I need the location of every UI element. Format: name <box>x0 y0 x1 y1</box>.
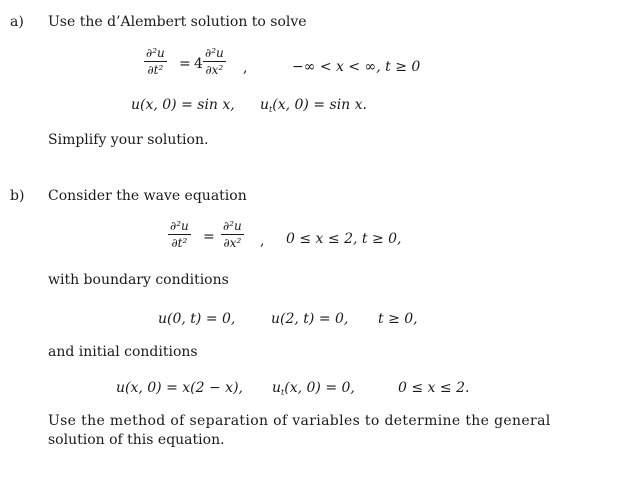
part-a-lhs-num: ∂²u <box>146 46 165 60</box>
part-a-rhs-fraction <box>203 47 226 76</box>
part-a-domain: −∞ < x < ∞, t ≥ 0 <box>292 59 421 75</box>
part-b-lhs-fraction <box>168 220 191 249</box>
part-b-rhs-num: ∂²u <box>223 219 242 233</box>
part-b-ic-intro: and initial conditions <box>48 344 198 360</box>
part-b-ic1: u(x, 0) = x(2 − x), <box>116 380 243 396</box>
part-a-coef: 4 <box>194 56 203 72</box>
part-a-trail: , <box>243 60 248 76</box>
part-b-lhs-den: ∂t² <box>171 236 188 250</box>
part-a-ic2: $u_t(x$, 0) = sin x. <box>260 97 367 114</box>
part-a-rhs-den: ∂x² <box>205 63 224 77</box>
part-a-ic1: u(x, 0) = sin x, <box>131 97 235 113</box>
part-b-domain: 0 ≤ x ≤ 2, t ≥ 0, <box>286 231 402 247</box>
part-b-bc1: u(0, t) = 0, <box>158 311 236 327</box>
part-b-bc-intro: with boundary conditions <box>48 272 229 288</box>
part-a-rhs-num: ∂²u <box>205 46 224 60</box>
part-b-lhs-num: ∂²u <box>170 219 189 233</box>
part-b-eq-sign: = <box>203 229 215 245</box>
part-b-ic3: 0 ≤ x ≤ 2. <box>398 380 470 396</box>
part-a-lhs-den: ∂t² <box>147 63 164 77</box>
part-b-rhs-fraction <box>221 220 244 249</box>
part-a-eq-sign: = <box>179 56 191 72</box>
part-a-outro: Simplify your solution. <box>48 132 209 148</box>
part-b-rhs-den: ∂x² <box>223 236 242 250</box>
part-b-intro: Consider the wave equation <box>48 188 247 204</box>
part-a-intro: Use the d’Alembert solution to solve <box>48 14 307 30</box>
part-b-label: b) <box>10 188 25 204</box>
part-b-bc3: t ≥ 0, <box>378 311 418 327</box>
part-b-outro-line1: Use the method of separation of variables to determine the general <box>48 413 551 429</box>
part-b-outro-line2: solution of this equation. <box>48 432 225 448</box>
part-a-lhs-fraction <box>144 47 167 76</box>
part-b-ic2: $u_t(x$, 0) = 0, <box>272 380 355 397</box>
part-a-label: a) <box>10 14 24 30</box>
part-b-bc2: u(2, t) = 0, <box>271 311 349 327</box>
part-b-trail: , <box>260 233 265 249</box>
